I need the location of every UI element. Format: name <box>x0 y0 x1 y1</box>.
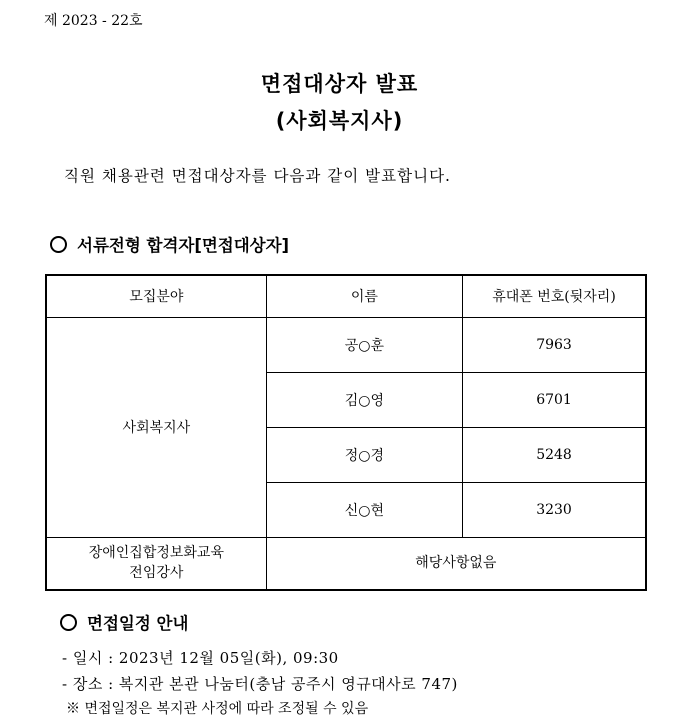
table-row <box>46 537 646 590</box>
phone-cell: 3230 <box>463 482 646 537</box>
document-number: 제 2023 - 22호 <box>44 13 143 29</box>
no-applicable-cell: 해당사항없음 <box>266 537 646 590</box>
circle-bullet-icon <box>60 614 77 631</box>
section-heading-results <box>50 232 289 256</box>
header-phone: 휴대폰 번호(뒷자리) <box>463 275 646 317</box>
schedule-date: - 일시 : 2023년 12월 05일(화), 09:30 <box>62 649 339 667</box>
field-cell: 사회복지사 <box>46 317 266 537</box>
page-title: 면접대상자 발표 <box>260 72 419 96</box>
name-cell: 정○경 <box>266 427 462 482</box>
section-heading-schedule-text: 면접일정 안내 <box>87 614 189 633</box>
name-cell: 공○훈 <box>266 317 462 372</box>
phone-cell: 7963 <box>463 317 646 372</box>
phone-cell: 6701 <box>463 372 646 427</box>
name-cell: 신○현 <box>266 482 462 537</box>
table-row <box>46 317 646 372</box>
page-subtitle: (사회복지사) <box>275 109 404 133</box>
intro-text: 직원 채용관련 면접대상자를 다음과 같이 발표합니다. <box>64 167 451 185</box>
field-second-line1: 장애인집합정보화교육 <box>88 545 224 562</box>
section-heading-results-text: 서류전형 합격자[면접대상자] <box>77 236 290 255</box>
section-heading-schedule <box>60 610 188 634</box>
field-second-line2: 전임강사 <box>129 565 184 582</box>
phone-cell: 5248 <box>463 427 646 482</box>
circle-bullet-icon <box>50 236 67 253</box>
schedule-note: ※ 면접일정은 복지관 사정에 따라 조정될 수 있음 <box>66 701 369 717</box>
header-field: 모집분야 <box>46 275 266 317</box>
name-cell: 김○영 <box>266 372 462 427</box>
header-name: 이름 <box>266 275 462 317</box>
results-table <box>45 274 647 591</box>
table-header-row <box>46 275 646 317</box>
field-cell-second <box>46 537 266 590</box>
schedule-place: - 장소 : 복지관 본관 나눔터(충남 공주시 영규대사로 747) <box>62 675 458 693</box>
